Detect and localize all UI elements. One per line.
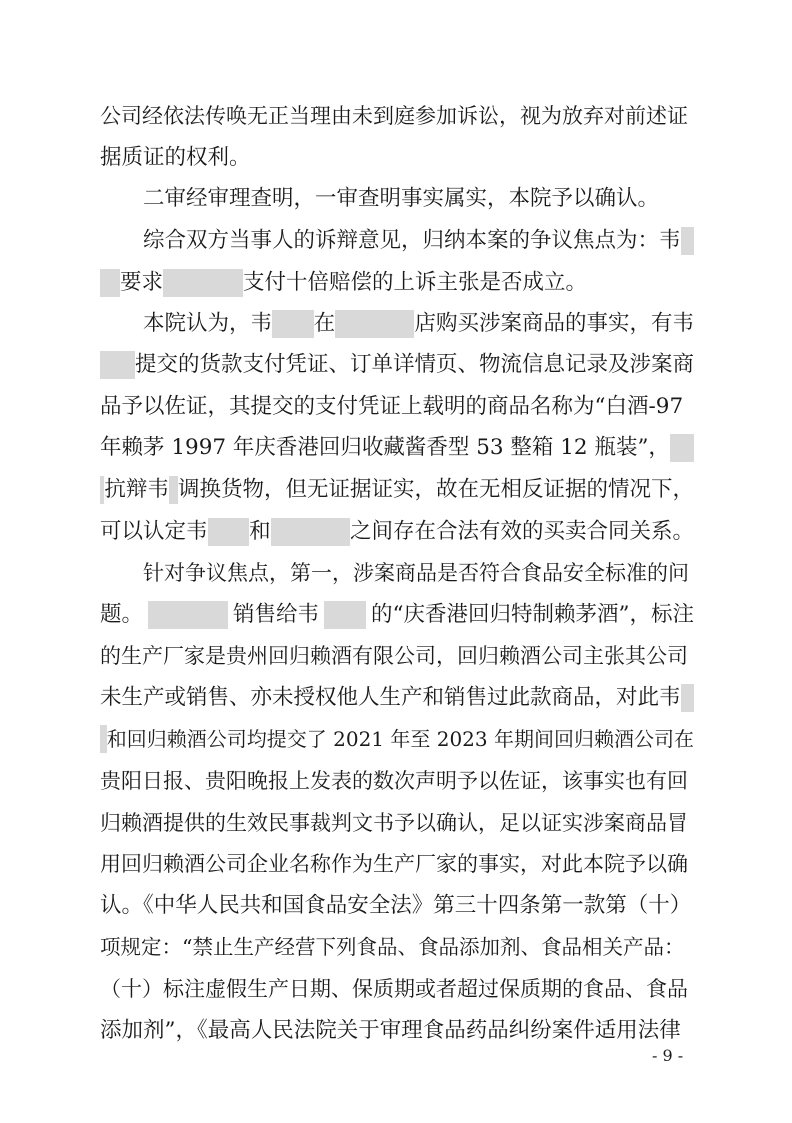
text-segment: 本院认为，韦 (143, 311, 273, 336)
text-segment: 的“庆香港回归特制赖茅酒”，标注 (370, 602, 694, 627)
text-segment: 和 (249, 519, 271, 544)
text-line (100, 724, 694, 754)
text-segment: 销售给韦 (232, 602, 319, 627)
text-line (100, 475, 694, 505)
text-segment: 和回归赖酒公司均提交了 2021 年至 2023 年期间回归赖酒公司在 (106, 727, 694, 751)
text-line (100, 517, 694, 547)
text-segment: 据质证的权利。 (100, 145, 251, 170)
redaction-block (670, 434, 694, 462)
text-line (100, 849, 694, 879)
redaction-block (335, 310, 414, 338)
text-line (100, 891, 694, 921)
text-segment: 公司经依法传唤无正当理由未到庭参加诉讼，视为放弃对前述证 (100, 104, 688, 128)
text-segment: 综合双方当事人的诉辩意见，归纳本案的争议焦点为：韦 (143, 228, 681, 253)
text-line (100, 683, 694, 713)
redaction-block (100, 351, 135, 379)
text-line (143, 309, 694, 339)
text-segment: 要求 (120, 270, 164, 295)
redaction-block (169, 476, 178, 504)
text-segment: （十）标注虚假生产日期、保质期或者超过保质期的食品、食品 (100, 977, 688, 1001)
text-line (100, 600, 694, 630)
text-line (100, 101, 694, 131)
text-line (100, 392, 694, 422)
redaction-block (163, 269, 243, 297)
text-segment: 用回归赖酒公司企业名称作为生产厂家的事实，对此本院予以确 (100, 852, 688, 876)
redaction-block (100, 269, 120, 297)
redaction-block (148, 601, 228, 629)
text-segment: 品予以佐证，其提交的支付凭证上载明的商品名称为“白酒-97 (100, 394, 684, 419)
text-line (100, 641, 694, 671)
text-line (143, 184, 694, 214)
text-line (100, 974, 694, 1004)
redaction-block (324, 601, 366, 629)
text-segment: 的生产厂家是贵州回归赖酒有限公司，回归赖酒公司主张其公司 (100, 644, 688, 668)
text-line (100, 932, 694, 962)
text-segment: 贵阳日报、贵阳晚报上发表的数次声明予以佐证，该事实也有回 (100, 769, 688, 793)
text-segment: 认。《中华人民共和国食品安全法》第三十四条第一款第（十） (100, 893, 692, 918)
text-segment: 支付十倍赔偿的上诉主张是否成立。 (243, 270, 588, 295)
redaction-block (100, 725, 107, 753)
text-segment: 题。 (100, 602, 144, 627)
text-segment: 未生产或销售、亦未授权他人生产和销售过此款商品，对此韦 (100, 685, 681, 710)
text-line (143, 226, 694, 256)
text-segment: 提交的货款支付凭证、订单详情页、物流信息记录及涉案商 (134, 352, 694, 377)
text-segment: 在 (313, 311, 336, 336)
text-segment: 抗辩韦 (104, 477, 169, 502)
text-segment: 调换货物，但无证据证实，故在无相反证据的情况下， (177, 477, 694, 502)
redaction-block (208, 518, 250, 546)
redaction-block (681, 227, 694, 255)
text-line (100, 350, 694, 380)
text-line (143, 558, 694, 588)
text-line (100, 766, 694, 796)
text-line (100, 1016, 694, 1046)
text-segment: 归赖酒提供的生效民事裁判文书予以确认，足以证实涉案商品冒 (100, 811, 688, 835)
text-segment: 之间存在合法有效的买卖合同关系。 (349, 519, 694, 544)
redaction-block (271, 518, 350, 546)
text-segment: 可以认定韦 (100, 519, 208, 544)
text-segment: 针对争议焦点，第一，涉案商品是否符合食品安全标准的问 (143, 561, 689, 585)
text-segment: 项规定：“禁止生产经营下列食品、食品添加剂、食品相关产品： (100, 935, 685, 959)
page-number: - 9 - (652, 1046, 684, 1065)
text-line (100, 268, 694, 298)
text-segment: 添加剂”，《最高人民法院关于审理食品药品纠纷案件适用法律 (100, 1018, 681, 1043)
text-line (100, 808, 694, 838)
redaction-block (272, 310, 314, 338)
text-line (100, 433, 694, 463)
text-line (100, 143, 694, 173)
text-segment: 年赖茅 1997 年庆香港回归收藏酱香型 53 整箱 12 瓶装”， (100, 435, 670, 460)
text-segment: 二审经审理查明，一审查明事实属实，本院予以确认。 (143, 186, 660, 211)
redaction-block (681, 684, 694, 712)
text-segment: 店购买涉案商品的事实，有韦 (414, 311, 694, 336)
